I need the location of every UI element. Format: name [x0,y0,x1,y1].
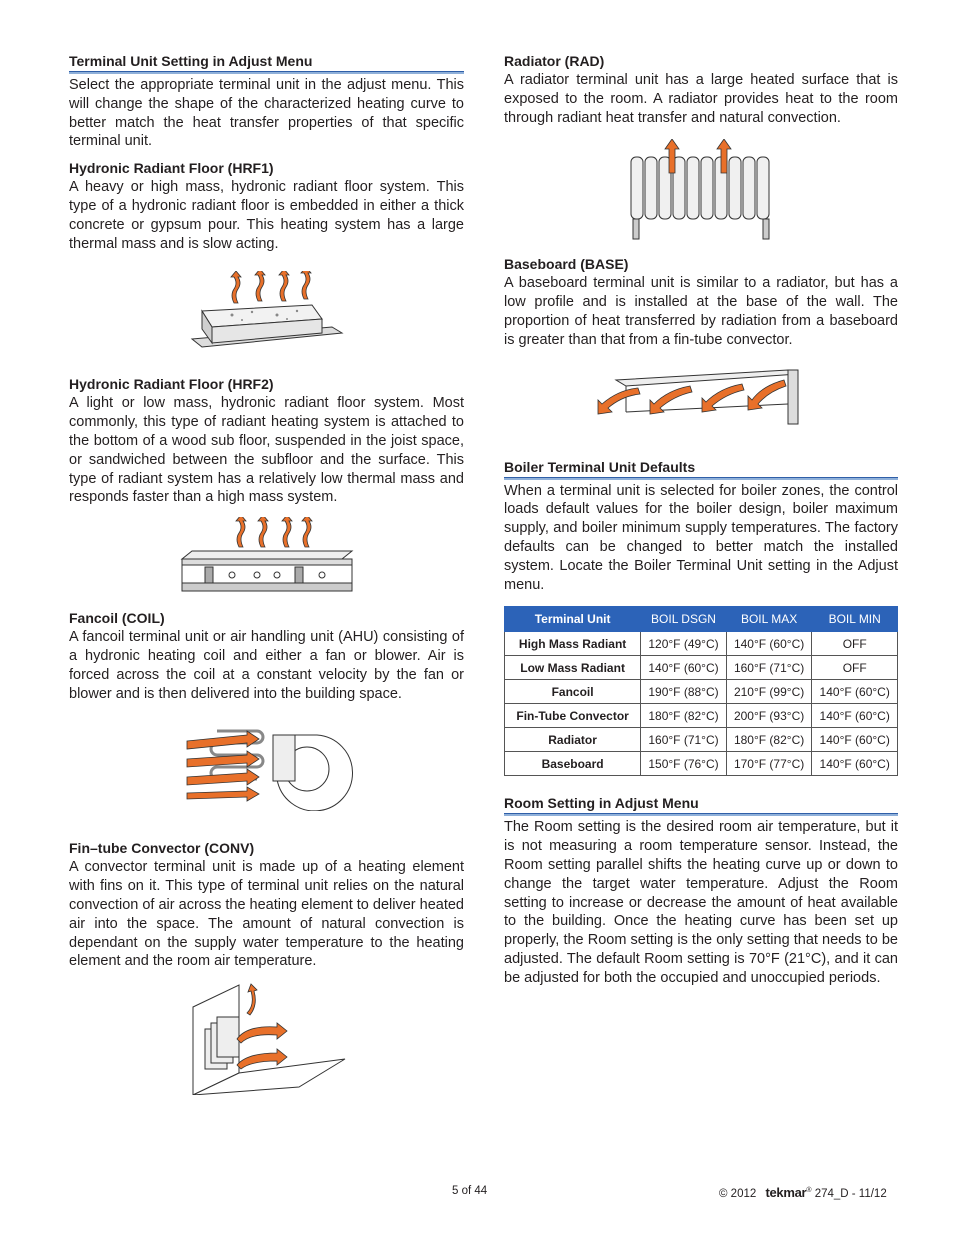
table-row [505,656,898,680]
right-column [504,52,898,988]
table-cell: 150°F (76°C) [641,752,727,776]
table-cell: Fin-Tube Convector [505,704,641,728]
table-cell: Radiator [505,728,641,752]
left-column [69,52,464,1095]
rad-paragraph: A radiator terminal unit has a large heated surface that is exposed to the room. A radiator provides heat to the room through radiant heat transfer and natural convection. [504,72,898,126]
base-paragraph: A baseboard terminal unit is similar to a radiator, but has a low profile and is installed at the base of the wall. The proportion of heat transferred by radiation from a baseboard is greater than that from a fin-tube convector. [504,275,898,348]
boiler-defaults-table [504,606,898,776]
conv-paragraph: A convector terminal unit is made up of a heating element with fins on it. This type of terminal unit relies on the natural convection of air across the heating element to deliver heated air into the space. The amount of natural convection is dependant on the supply water temperature to the heating element and the room air temperature. [69,859,464,970]
table-cell: Baseboard [505,752,641,776]
brand-logo: tekmar [765,1185,807,1200]
table-cell: High Mass Radiant [505,632,641,656]
convector-illustration [187,983,347,1095]
section-title-terminal-unit: Terminal Unit Setting in Adjust Menu [69,52,464,72]
conv-title: Fin–tube Convector (CONV) [69,840,255,857]
table-header: BOIL DSGN [641,607,727,632]
room-setting-title: Room Setting in Adjust Menu [504,794,898,814]
table-row [505,680,898,704]
table-cell: 140°F (60°C) [812,704,898,728]
terminal-unit-paragraph: Select the appropriate terminal unit in the adjust menu. This will change the shape of the characterized heating curve to better match the heat transfer properties of that specific terminal unit. [69,77,464,150]
page-number: 5 of 44 [452,1185,488,1197]
table-cell: 170°F (77°C) [726,752,812,776]
table-cell: 160°F (71°C) [641,728,727,752]
table-cell: 160°F (71°C) [726,656,812,680]
table-header-row [505,607,898,632]
table-cell: 140°F (60°C) [812,680,898,704]
table-row [505,728,898,752]
table-cell: 200°F (93°C) [726,704,812,728]
table-header: Terminal Unit [505,607,641,632]
table-cell: OFF [812,656,898,680]
coil-paragraph: A fancoil terminal unit or air handling unit (AHU) consisting of a hydronic heating coil and either a fan or blower. Air is forced across the coil at a constant velocity by the fan or blower and is then delivered into the building space. [69,629,464,702]
base-title: Baseboard (BASE) [504,256,629,273]
table-cell: OFF [812,632,898,656]
table-cell: 120°F (49°C) [641,632,727,656]
fancoil-illustration [177,719,357,811]
table-cell: 190°F (88°C) [641,680,727,704]
table-header: BOIL MAX [726,607,812,632]
copyright: © 2012 [719,1188,757,1200]
table-cell: 140°F (60°C) [812,728,898,752]
table-cell: 140°F (60°C) [726,632,812,656]
table-cell: 140°F (60°C) [812,752,898,776]
hrf2-paragraph: A light or low mass, hydronic radiant floor system. Most commonly, this type of radiant heating system is attached to the bottom of a wood sub floor, suspended in the joist space, or sandwiched between the subfloor and the surface. This type of radiant system has a relatively low thermal mass and responds faster than a high mass system. [69,395,464,506]
table-row [505,752,898,776]
hrf1-title: Hydronic Radiant Floor (HRF1) [69,160,274,177]
table-cell: 180°F (82°C) [641,704,727,728]
table-cell: Fancoil [505,680,641,704]
rad-title: Radiator (RAD) [504,53,605,69]
table-cell: 140°F (60°C) [641,656,727,680]
hrf1-paragraph: A heavy or high mass, hydronic radiant floor system. This type of a hydronic radiant floor is embedded in either a thick concrete or gypsum pour. This heating system has a large thermal mass and is slow acting. [69,179,464,252]
table-cell: 210°F (99°C) [726,680,812,704]
baseboard-illustration [594,364,808,430]
footer-right [719,1185,887,1200]
room-setting-paragraph: The Room setting is the desired room air temperature, but it is not measuring a room temperature sensor. Instead, the Room setting parallel shifts the heating curve up or down to change the target water temperature. Adjust the Room setting to increase or decrease the amount of heat available to the building. Once the heating curve has been set up properly, the Room setting is the only setting that needs to be adjusted. The default Room setting is 70°F (21°C), and it can be adjusted for both the occupied and unoccupied periods. [504,819,898,986]
boiler-defaults-paragraph: When a terminal unit is selected for boiler zones, the control loads default values for the boiler design, boiler maximum supply, and boiler minimum supply temperatures. The factory defaults can be changed to better match the installed system. Locate the Boiler Terminal Unit setting in the Adjust menu. [504,482,898,593]
brand-mark: ® [806,1187,812,1195]
table-row [505,704,898,728]
radiant-floor-hrf2-illustration [177,517,357,599]
hrf2-title: Hydronic Radiant Floor (HRF2) [69,376,274,393]
table-cell: Low Mass Radiant [505,656,641,680]
radiator-illustration [619,139,783,243]
radiant-floor-hrf1-illustration [182,271,352,359]
table-row [505,632,898,656]
table-cell: 180°F (82°C) [726,728,812,752]
table-header: BOIL MIN [812,607,898,632]
document-id: 274_D - 11/12 [814,1188,887,1200]
coil-title: Fancoil (COIL) [69,610,165,627]
boiler-defaults-title: Boiler Terminal Unit Defaults [504,458,898,478]
